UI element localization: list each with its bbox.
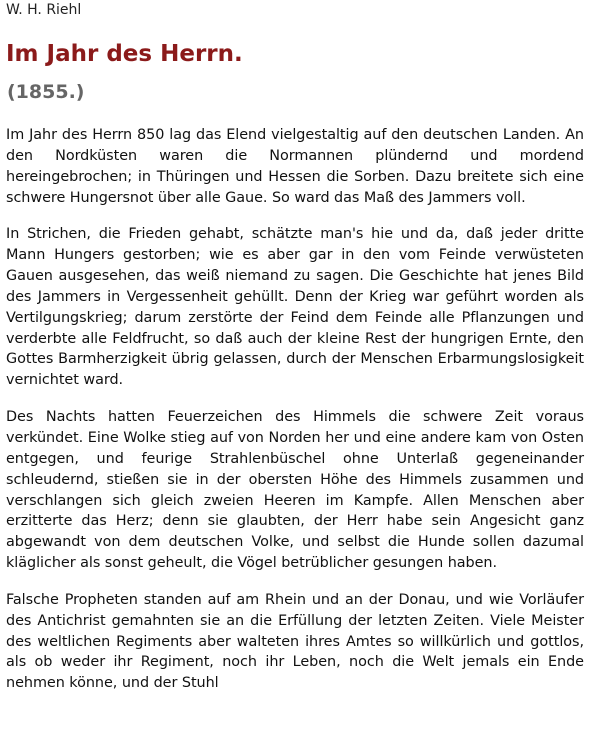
paragraph: Des Nachts hatten Feuerzeichen des Himmels die schwere Zeit voraus verkündet. Eine Wolke stieg auf von Norden her und eine andere kam von Osten entgegen, und feurige Strahlenbüschel ohne Unterlaß gegeneinander schleudernd, stießen sie in der obersten Höhe des Himmels zusammen und verschlangen sich gleich zweien Heeren im Kampfe. Allen Menschen aber erzitterte das Herz; denn sie glaubten, der Herr habe sein Angesicht ganz abgewandt von dem deutschen Volke, und selbst die Hunde sollen dazumal kläglicher als sonst geheult, die Vögel betrüblicher gesungen haben. — [6, 409, 584, 572]
publication-year: (1855.) — [7, 81, 85, 103]
page-title: Im Jahr des Herrn. — [6, 41, 243, 67]
paragraph: Falsche Propheten standen auf am Rhein und an der Donau, und wie Vorläufer des Antichrist gemahnten sie an die Erfüllung der letzten Zeiten. Viele Meister des weltlichen Regiments aber walteten ihres Amtes so willkürlich und gottlos, als ob weder ihr Regiment, noch ihr Leben, noch die Welt jemals ein Ende nehmen könne, und der Stuhl — [6, 591, 584, 692]
author-name: W. H. Riehl — [6, 2, 82, 18]
paragraph: In Strichen, die Frieden gehabt, schätzte man's hie und da, daß jeder dritte Mann Hungers gestorben; wie es aber gar in den vom Feinde verwüsteten Gauen ausgesehen, das weiß niemand zu sagen. Die Geschichte hat jenes Bild des Jammers in Vergessenheit gehüllt. Denn der Krieg war geführt worden als Vertilgungskrieg; darum zerstörte der Feind dem Feinde alle Pflanzungen und verderbte alle Feldfrucht, so daß auch der kleine Rest der hungrigen Ernte, den Gottes Barmherzigkeit übrig gelassen, durch der Menschen Erbarmungslosigkeit vernichtet ward. — [6, 226, 584, 389]
paragraph: Im Jahr des Herrn 850 lag das Elend vielgestaltig auf den deutschen Landen. An den Nordküsten waren die Normannen plündernd und mordend hereingebrochen; in Thüringen und Hessen die Sorben. Dazu breitete sich eine schwere Hungersnot über alle Gaue. So ward das Maß des Jammers voll. — [6, 127, 584, 206]
body-text — [6, 125, 584, 710]
